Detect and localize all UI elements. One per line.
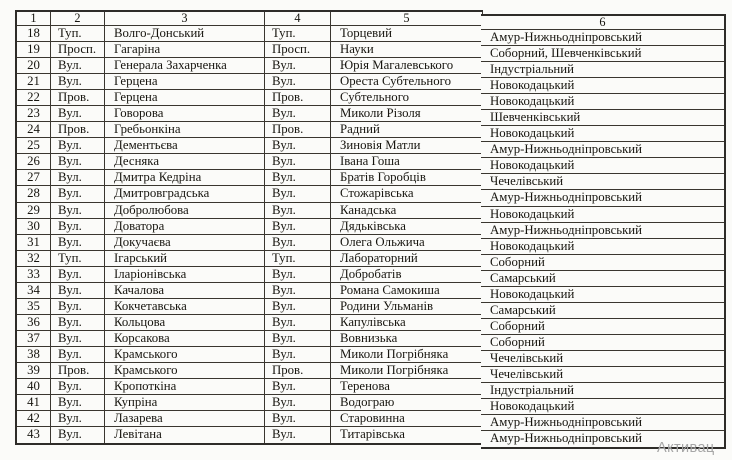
- cell-district: Амур-Нижньодніпровський: [481, 223, 724, 239]
- cell-district: Новокодацький: [481, 126, 724, 142]
- cell-number: 42: [17, 411, 51, 426]
- cell-number: 37: [17, 331, 51, 346]
- cell-district: Новокодацький: [481, 239, 724, 255]
- cell-old-name: Лазарева: [105, 411, 265, 426]
- cell-new-type: Вул.: [265, 58, 331, 73]
- cell-new-type: Пров.: [265, 122, 331, 137]
- cell-old-type: Вул.: [51, 186, 105, 201]
- cell-new-name: Теренова: [331, 379, 483, 394]
- cell-old-type: Вул.: [51, 299, 105, 314]
- table-header-row: [17, 12, 483, 26]
- cell-number: 23: [17, 106, 51, 121]
- cell-old-type: Вул.: [51, 154, 105, 169]
- cell-number: 43: [17, 427, 51, 443]
- table-row: [17, 138, 483, 154]
- cell-new-type: Туп.: [265, 26, 331, 41]
- cell-number: 19: [17, 42, 51, 57]
- cell-number: 40: [17, 379, 51, 394]
- table-row: [17, 122, 483, 138]
- cell-new-type: Вул.: [265, 267, 331, 282]
- cell-district: Новокодацький: [481, 207, 724, 223]
- cell-old-type: Вул.: [51, 315, 105, 330]
- cell-district: Самарський: [481, 303, 724, 319]
- cell-old-type: Просп.: [51, 42, 105, 57]
- cell-new-type: Вул.: [265, 154, 331, 169]
- header-col-5: 5: [331, 12, 483, 25]
- cell-old-name: Генерала Захарченка: [105, 58, 265, 73]
- cell-new-name: Миколи Погрібняка: [331, 363, 483, 378]
- cell-old-type: Вул.: [51, 331, 105, 346]
- cell-district: Чечелівський: [481, 367, 724, 383]
- cell-old-name: Качалова: [105, 283, 265, 298]
- cell-old-type: Вул.: [51, 74, 105, 89]
- table-row: [17, 42, 483, 58]
- cell-number: 24: [17, 122, 51, 137]
- table-row: [17, 90, 483, 106]
- cell-old-name: Кольцова: [105, 315, 265, 330]
- cell-new-type: Вул.: [265, 315, 331, 330]
- cell-new-name: Івана Гоша: [331, 154, 483, 169]
- cell-old-type: Вул.: [51, 106, 105, 121]
- cell-number: 21: [17, 74, 51, 89]
- cell-number: 27: [17, 170, 51, 185]
- cell-old-type: Вул.: [51, 395, 105, 410]
- cell-old-type: Пров.: [51, 363, 105, 378]
- cell-number: 34: [17, 283, 51, 298]
- table-row: [17, 395, 483, 411]
- cell-district: Індустріальний: [481, 383, 724, 399]
- cell-new-type: Пров.: [265, 90, 331, 105]
- cell-district: Шевченківський: [481, 110, 724, 126]
- cell-old-name: Волго-Донський: [105, 26, 265, 41]
- cell-old-type: Вул.: [51, 347, 105, 362]
- cell-district: Чечелівський: [481, 351, 724, 367]
- cell-number: 30: [17, 219, 51, 234]
- cell-old-type: Туп.: [51, 26, 105, 41]
- cell-old-name: Крамського: [105, 347, 265, 362]
- cell-number: 25: [17, 138, 51, 153]
- cell-new-type: Вул.: [265, 411, 331, 426]
- cell-new-name: Субтельного: [331, 90, 483, 105]
- cell-number: 29: [17, 203, 51, 218]
- cell-old-type: Вул.: [51, 267, 105, 282]
- cell-new-type: Туп.: [265, 251, 331, 266]
- cell-old-name: Іларіонівська: [105, 267, 265, 282]
- cell-old-name: Добролюбова: [105, 203, 265, 218]
- cell-old-name: Герцена: [105, 74, 265, 89]
- cell-new-type: Вул.: [265, 186, 331, 201]
- cell-number: 33: [17, 267, 51, 282]
- cell-new-type: Вул.: [265, 283, 331, 298]
- cell-old-name: Дементьєва: [105, 138, 265, 153]
- table-row: [17, 106, 483, 122]
- cell-district: Соборний: [481, 319, 724, 335]
- cell-new-name: Стожарівська: [331, 186, 483, 201]
- cell-new-type: Вул.: [265, 395, 331, 410]
- cell-new-type: Вул.: [265, 138, 331, 153]
- table-row: [17, 427, 483, 443]
- cell-number: 35: [17, 299, 51, 314]
- table-left: [15, 10, 483, 445]
- cell-new-name: Радний: [331, 122, 483, 137]
- cell-new-type: Вул.: [265, 74, 331, 89]
- cell-old-name: Докучаєва: [105, 235, 265, 250]
- cell-district: Соборний: [481, 335, 724, 351]
- cell-old-name: Говорова: [105, 106, 265, 121]
- cell-new-name: Старовинна: [331, 411, 483, 426]
- cell-new-name: Добробатів: [331, 267, 483, 282]
- cell-new-name: Вовнизька: [331, 331, 483, 346]
- street-renaming-table: [15, 10, 724, 456]
- cell-new-name: Зиновія Матли: [331, 138, 483, 153]
- cell-new-name: Братів Горобців: [331, 170, 483, 185]
- cell-new-name: Канадська: [331, 203, 483, 218]
- table-row: [17, 347, 483, 363]
- cell-district: Новокодацький: [481, 158, 724, 174]
- cell-district: Новокодацький: [481, 287, 724, 303]
- table-row: [17, 283, 483, 299]
- cell-new-name: Ореста Субтельного: [331, 74, 483, 89]
- cell-district: Індустріальний: [481, 62, 724, 78]
- cell-new-type: Вул.: [265, 219, 331, 234]
- cell-new-name: Торцевий: [331, 26, 483, 41]
- cell-number: 41: [17, 395, 51, 410]
- cell-new-type: Вул.: [265, 299, 331, 314]
- table-row: [17, 331, 483, 347]
- cell-old-name: Ігарський: [105, 251, 265, 266]
- cell-old-type: Вул.: [51, 235, 105, 250]
- cell-old-type: Вул.: [51, 379, 105, 394]
- header-col-6: 6: [481, 16, 724, 30]
- cell-new-name: Водограю: [331, 395, 483, 410]
- cell-old-name: Герцена: [105, 90, 265, 105]
- header-col-3: 3: [105, 12, 265, 25]
- cell-district: Амур-Нижньодніпровський: [481, 142, 724, 158]
- cell-old-name: Кропоткіна: [105, 379, 265, 394]
- table-row: [17, 315, 483, 331]
- table-row: [17, 203, 483, 219]
- cell-old-type: Туп.: [51, 251, 105, 266]
- cell-new-type: Вул.: [265, 427, 331, 443]
- table-row: [17, 170, 483, 186]
- header-col-2: 2: [51, 12, 105, 25]
- cell-old-type: Вул.: [51, 170, 105, 185]
- cell-number: 31: [17, 235, 51, 250]
- cell-district: Амур-Нижньодніпровський: [490, 431, 643, 446]
- cell-new-name: Лабораторний: [331, 251, 483, 266]
- cell-new-type: Просп.: [265, 42, 331, 57]
- cell-number: 26: [17, 154, 51, 169]
- cell-new-name: Капулівська: [331, 315, 483, 330]
- cell-old-type: Пров.: [51, 90, 105, 105]
- cell-district: Амур-Нижньодніпровський: [481, 30, 724, 46]
- cell-new-name: Дядьківська: [331, 219, 483, 234]
- cell-old-name: Крамського: [105, 363, 265, 378]
- cell-old-name: Гребьонкіна: [105, 122, 265, 137]
- cell-district: Соборний, Шевченківський: [481, 46, 724, 62]
- table-row: [17, 235, 483, 251]
- cell-new-name: Миколи Погрібняка: [331, 347, 483, 362]
- cell-old-type: Вул.: [51, 427, 105, 443]
- cell-old-name: Кокчетавська: [105, 299, 265, 314]
- cell-new-name: Юрія Магалевського: [331, 58, 483, 73]
- header-col-1: 1: [17, 12, 51, 25]
- cell-old-type: Пров.: [51, 122, 105, 137]
- cell-new-name: Титарівська: [331, 427, 483, 443]
- cell-new-name: Науки: [331, 42, 483, 57]
- cell-number: 36: [17, 315, 51, 330]
- table-row: [17, 186, 483, 202]
- cell-number: 38: [17, 347, 51, 362]
- cell-new-type: Пров.: [265, 363, 331, 378]
- cell-old-name: Доватора: [105, 219, 265, 234]
- cell-district: Амур-Нижньодніпровський: [481, 190, 724, 206]
- cell-new-type: Вул.: [265, 203, 331, 218]
- cell-new-type: Вул.: [265, 379, 331, 394]
- table-row: [17, 363, 483, 379]
- cell-district: Новокодацький: [481, 399, 724, 415]
- cell-old-name: Десняка: [105, 154, 265, 169]
- cell-old-name: Дмитра Кедріна: [105, 170, 265, 185]
- cell-new-name: Романа Самокиша: [331, 283, 483, 298]
- table-row: [17, 74, 483, 90]
- table-row: [17, 267, 483, 283]
- table-row: [17, 299, 483, 315]
- cell-old-type: Вул.: [51, 219, 105, 234]
- cell-old-name: Корсакова: [105, 331, 265, 346]
- cell-new-type: Вул.: [265, 106, 331, 121]
- table-row: [17, 26, 483, 42]
- cell-number: 20: [17, 58, 51, 73]
- cell-new-type: Вул.: [265, 235, 331, 250]
- cell-number: 32: [17, 251, 51, 266]
- table-row: [17, 251, 483, 267]
- cell-old-type: Вул.: [51, 411, 105, 426]
- cell-district: Амур-Нижньодніпровський: [481, 415, 724, 431]
- cell-old-type: Вул.: [51, 58, 105, 73]
- cell-old-type: Вул.: [51, 138, 105, 153]
- table-row: [17, 411, 483, 427]
- cell-number: 28: [17, 186, 51, 201]
- cell-old-name: Купріна: [105, 395, 265, 410]
- cell-new-name: Олега Ольжича: [331, 235, 483, 250]
- cell-number: 39: [17, 363, 51, 378]
- cell-new-name: Миколи Різоля: [331, 106, 483, 121]
- windows-activation-watermark: Активац: [657, 440, 715, 456]
- table-right: [481, 14, 726, 449]
- cell-district: Самарський: [481, 271, 724, 287]
- cell-number: 18: [17, 26, 51, 41]
- cell-number: 22: [17, 90, 51, 105]
- table-row: [17, 58, 483, 74]
- cell-new-name: Родини Ульманів: [331, 299, 483, 314]
- table-row: [17, 154, 483, 170]
- cell-district: Чечелівський: [481, 174, 724, 190]
- cell-new-type: Вул.: [265, 331, 331, 346]
- table-row: [17, 379, 483, 395]
- cell-district: Соборний: [481, 255, 724, 271]
- cell-old-type: Вул.: [51, 283, 105, 298]
- header-col-4: 4: [265, 12, 331, 25]
- cell-district: Новокодацький: [481, 78, 724, 94]
- cell-district: Новокодацький: [481, 94, 724, 110]
- cell-old-name: Гагаріна: [105, 42, 265, 57]
- table-row: [17, 219, 483, 235]
- cell-new-type: Вул.: [265, 170, 331, 185]
- cell-old-name: Дмитровградська: [105, 186, 265, 201]
- cell-new-type: Вул.: [265, 347, 331, 362]
- cell-old-type: Вул.: [51, 203, 105, 218]
- cell-old-name: Левітана: [105, 427, 265, 443]
